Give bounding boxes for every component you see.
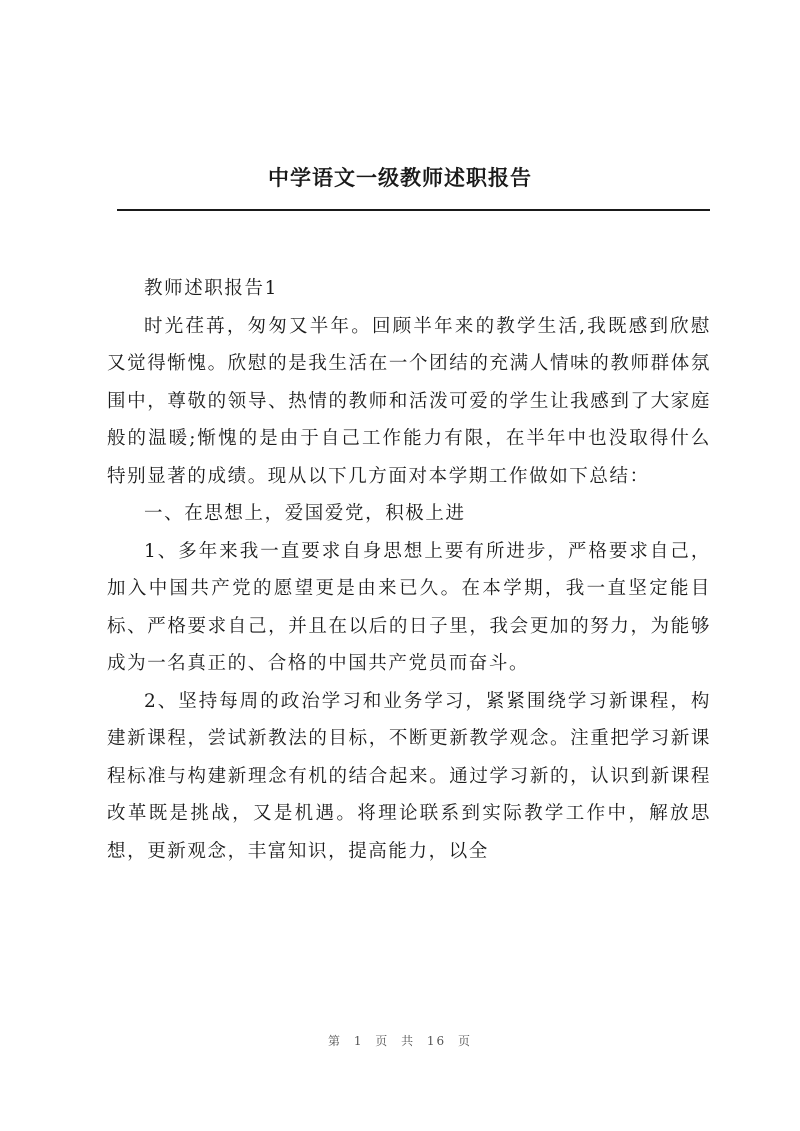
page-number-footer: 第 1 页 共 16 页 [328,1034,472,1048]
document-body [107,270,711,870]
body-paragraph-intro: 时光荏苒，匆匆又半年。回顾半年来的教学生活,我既感到欣慰又觉得惭愧。欣慰的是我生活在一个团结的充满人情味的教师群体氛围中，尊敬的领导、热情的教师和活泼可爱的学生让我感到了大家庭般的温暖;惭愧的是由于自己工作能力有限，在半年中也没取得什么特别显著的成绩。现从以下几方面对本学期工作做如下总结： [107,315,711,487]
body-paragraph-item-2: 2、坚持每周的政治学习和业务学习，紧紧围绕学习新课程，构建新课程，尝试新教法的目标，不断更新教学观念。注重把学习新课程标准与构建新理念有机的结合起来。通过学习新的，认识到新课程改革既是挑战，又是机遇。将理论联系到实际教学工作中，解放思想，更新观念，丰富知识，提高能力，以全 [107,690,711,862]
body-paragraph-item-1: 1、多年来我一直要求自身思想上要有所进步，严格要求自己，加入中国共产党的愿望更是由来已久。在本学期，我一直坚定能目标、严格要求自己，并且在以后的日子里，我会更加的努力，为能够成为一名真正的、合格的中国共产党员而奋斗。 [107,540,711,674]
section-heading-thought: 一、在思想上，爱国爱党，积极上进 [144,503,466,524]
section-heading-report-1: 教师述职报告1 [144,278,278,299]
title-underline-rule [117,209,710,211]
document-title: 中学语文一级教师述职报告 [268,165,532,190]
